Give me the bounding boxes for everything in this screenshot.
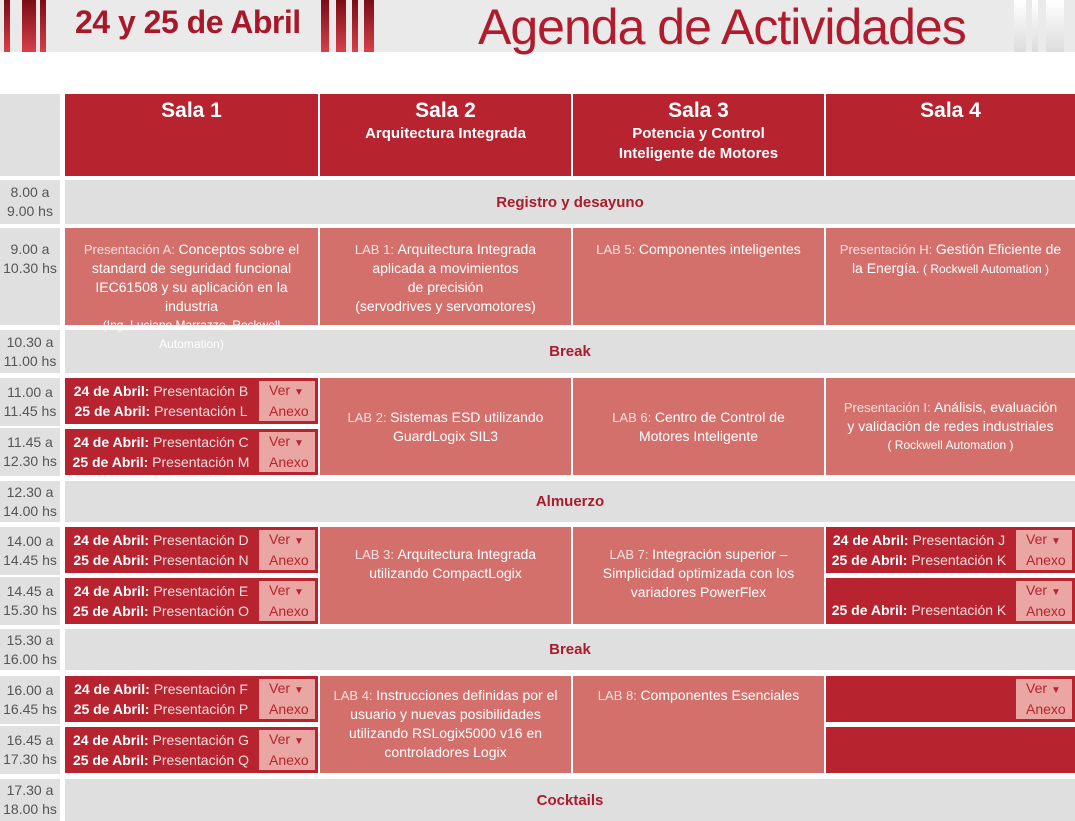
session-title: controladores Logix — [384, 744, 507, 760]
session-title: IEC61508 y su aplicación en la industria — [95, 279, 288, 314]
presentation-text — [65, 378, 257, 424]
anexo-label: Anexo — [1026, 701, 1066, 717]
presentation-block[interactable] — [65, 676, 318, 722]
chevron-down-icon: ▼ — [294, 736, 304, 747]
session-prefix: Presentación A: — [83, 242, 179, 257]
time-end: 15.30 hs — [3, 602, 57, 618]
session-title: (servodrives y servomotores) — [355, 298, 536, 314]
presentation-text — [65, 727, 257, 773]
session-title: la Energía. — [851, 260, 920, 276]
time-end: 12.30 hs — [3, 453, 57, 469]
page-title: Agenda de Actividades — [478, 0, 966, 55]
date-label: 24 de Abril: — [73, 532, 150, 548]
presentation-text — [65, 578, 257, 624]
column-header-sala-4 — [826, 94, 1075, 176]
corner-cell — [0, 94, 60, 176]
time-end: 14.00 hs — [3, 502, 57, 519]
decor-stripe — [1046, 0, 1064, 52]
anexo-label: Anexo — [269, 403, 309, 419]
chevron-down-icon: ▼ — [1051, 587, 1061, 598]
date-label: 25 de Abril: — [73, 701, 150, 717]
ver-label: Ver — [1026, 680, 1048, 696]
session-prefix: LAB 5: — [596, 242, 639, 257]
presentation-name: Presentación N — [149, 552, 249, 568]
ver-anexo-button[interactable] — [259, 530, 315, 570]
ver-anexo-button[interactable] — [1016, 679, 1072, 719]
anexo-label: Anexo — [269, 701, 309, 717]
session-prefix: LAB 3: — [354, 547, 398, 562]
session-title: Instrucciones definidas por el — [376, 687, 558, 703]
ver-label: Ver — [269, 680, 291, 696]
band-almuerzo: Almuerzo — [65, 481, 1075, 522]
session-presentacion-h[interactable] — [826, 228, 1075, 325]
session-prefix: LAB 8: — [597, 688, 641, 703]
time-start: 11.00 a — [7, 384, 53, 400]
chevron-down-icon: ▼ — [1051, 685, 1061, 696]
ver-label: Ver — [269, 433, 291, 449]
time-slot — [0, 527, 60, 575]
session-title: Sistemas ESD utilizando — [390, 408, 544, 425]
column-title: Sala 1 — [161, 99, 222, 122]
session-prefix: LAB 4: — [333, 688, 377, 703]
session-prefix: Presentación H: — [839, 242, 936, 257]
decor-stripe — [4, 0, 10, 52]
ver-label: Ver — [269, 382, 291, 398]
presentation-name: Presentación E — [149, 583, 249, 599]
presentation-name: Presentación L — [150, 403, 248, 419]
decor-stripe — [22, 0, 36, 52]
decor-stripe — [352, 0, 358, 52]
chevron-down-icon: ▼ — [294, 685, 304, 696]
presentation-text — [65, 429, 257, 475]
presentation-block-empty — [826, 727, 1075, 773]
time-slot — [0, 629, 60, 670]
decor-stripe — [40, 0, 46, 52]
decor-stripe — [364, 0, 374, 52]
ver-anexo-button[interactable] — [259, 730, 315, 770]
session-prefix: LAB 1: — [354, 242, 398, 257]
date-label: 24 de Abril: — [74, 681, 150, 697]
presentation-name: Presentación M — [148, 454, 250, 470]
time-end: 18.00 hs — [3, 801, 57, 817]
presentation-block[interactable] — [65, 578, 318, 624]
date-label: 25 de Abril: — [831, 602, 908, 618]
presentation-text — [65, 527, 257, 573]
presentation-name: Presentación F — [149, 681, 248, 697]
presentation-text — [826, 527, 1012, 573]
session-lab-5[interactable] — [573, 228, 824, 325]
column-subtitle: Potencia y Control — [632, 125, 765, 142]
session-speaker: ( Rockwell Automation ) — [887, 438, 1014, 452]
time-start: 8.00 a — [10, 184, 50, 200]
session-title: Arquitectura Integrada — [397, 241, 537, 257]
presentation-name: Presentación G — [148, 732, 250, 748]
anexo-label: Anexo — [1026, 552, 1066, 568]
presentation-name: Presentación D — [149, 532, 249, 548]
anexo-label: Anexo — [269, 454, 309, 470]
decor-stripe — [1032, 0, 1038, 52]
session-title: Centro de Control de — [654, 408, 785, 425]
session-lab-4[interactable] — [320, 676, 571, 773]
session-title: Componentes Esenciales — [640, 687, 800, 703]
time-end: 17.30 hs — [3, 751, 57, 767]
time-end: 11.45 hs — [3, 403, 57, 419]
time-end: 14.45 hs — [3, 552, 57, 568]
time-slot — [0, 330, 60, 373]
session-title: utilizando RSLogix5000 v16 en — [348, 725, 543, 741]
column-header-sala-1 — [65, 94, 318, 176]
time-slot — [0, 779, 60, 821]
session-title: Gestión Eficiente de — [935, 241, 1062, 257]
ver-label: Ver — [269, 582, 291, 598]
column-subtitle: Inteligente de Motores — [618, 145, 779, 162]
time-slot — [0, 577, 60, 625]
ver-anexo-button[interactable] — [1016, 581, 1072, 621]
band-cocktails: Cocktails — [65, 779, 1075, 821]
session-prefix: LAB 7: — [609, 547, 653, 562]
band-registro: Registro y desayuno — [65, 180, 1075, 224]
time-end: 11.00 hs — [3, 352, 57, 369]
session-lab-1[interactable] — [320, 228, 571, 325]
ver-anexo-button[interactable] — [1016, 530, 1072, 570]
session-prefix: LAB 6: — [612, 409, 655, 425]
session-title: y validación de redes industriales — [847, 418, 1054, 434]
presentation-block[interactable] — [65, 727, 318, 773]
time-slot — [0, 428, 60, 476]
time-start: 10.30 a — [6, 333, 54, 350]
ver-label: Ver — [269, 531, 291, 547]
time-end: 16.45 hs — [3, 701, 57, 717]
presentation-block[interactable] — [65, 527, 318, 573]
session-title: utilizando CompactLogix — [369, 565, 522, 581]
session-lab-8[interactable] — [573, 676, 824, 773]
time-slot — [0, 676, 60, 724]
date-label: 24 de Abril: — [73, 434, 150, 450]
date-label: 25 de Abril: — [73, 552, 150, 568]
date-label: 25 de Abril: — [72, 454, 149, 470]
session-prefix: LAB 2: — [347, 409, 391, 425]
presentation-name: Presentación O — [148, 603, 250, 619]
session-title: aplicada a movimientos — [372, 260, 519, 276]
presentation-block[interactable] — [65, 378, 318, 424]
session-lab-7[interactable] — [573, 527, 824, 624]
time-start: 9.00 a — [10, 241, 50, 257]
time-slot — [0, 228, 60, 325]
time-end: 16.00 hs — [3, 650, 57, 667]
chevron-down-icon: ▼ — [1051, 536, 1061, 547]
date-label: 24 de Abril: — [832, 532, 909, 548]
session-title: GuardLogix SIL3 — [392, 427, 499, 444]
ver-anexo-button[interactable] — [259, 581, 315, 621]
time-slot — [0, 726, 60, 774]
time-start: 14.00 a — [6, 533, 54, 549]
anexo-label: Anexo — [269, 603, 309, 619]
decor-stripe — [1014, 0, 1026, 52]
session-title: usuario y nuevas posibilidades — [350, 706, 541, 722]
chevron-down-icon: ▼ — [294, 387, 304, 398]
ver-label: Ver — [269, 731, 291, 747]
ver-label: Ver — [1026, 582, 1048, 598]
session-lab-3[interactable] — [320, 527, 571, 624]
session-title: Análisis, evaluación — [934, 399, 1058, 415]
event-dates: 24 y 25 de Abril — [75, 4, 301, 40]
session-title: variadores PowerFlex — [630, 584, 767, 600]
date-label: 25 de Abril: — [72, 603, 149, 619]
presentation-block[interactable] — [65, 429, 318, 475]
date-label: 24 de Abril: — [72, 732, 149, 748]
chevron-down-icon: ▼ — [294, 587, 304, 598]
presentation-name: Presentación J — [908, 532, 1006, 548]
session-presentacion-i[interactable] — [826, 378, 1075, 475]
presentation-name: Presentación C — [149, 434, 249, 450]
date-label: 24 de Abril: — [73, 383, 150, 399]
column-header-sala-3 — [573, 94, 824, 176]
date-label: 25 de Abril: — [831, 552, 908, 568]
column-subtitle: Arquitectura Integrada — [365, 125, 526, 142]
time-start: 16.00 a — [6, 682, 54, 698]
session-title: Arquitectura Integrada — [397, 546, 537, 562]
column-header-sala-2 — [320, 94, 571, 176]
time-start: 11.45 a — [7, 434, 53, 450]
time-slot — [0, 481, 60, 522]
date-label: 25 de Abril: — [74, 403, 151, 419]
time-end: 10.30 hs — [3, 260, 57, 276]
page-header — [0, 0, 1075, 58]
time-start: 16.45 a — [6, 732, 54, 748]
ver-anexo-button[interactable] — [259, 679, 315, 719]
time-slot — [0, 378, 60, 426]
anexo-label: Anexo — [269, 752, 309, 768]
presentation-block[interactable] — [826, 578, 1075, 624]
decor-stripe — [336, 0, 346, 52]
time-start: 17.30 a — [6, 782, 54, 798]
anexo-label: Anexo — [1026, 603, 1066, 619]
ver-anexo-button[interactable] — [259, 432, 315, 472]
band-break: Break — [65, 330, 1075, 373]
time-start: 14.45 a — [6, 583, 54, 599]
time-start: 15.30 a — [6, 631, 54, 648]
chevron-down-icon: ▼ — [294, 536, 304, 547]
date-label: 25 de Abril: — [72, 752, 149, 768]
decor-stripe — [321, 0, 329, 52]
column-title: Sala 3 — [668, 99, 729, 122]
presentation-name: Presentación P — [149, 701, 249, 717]
time-end: 9.00 hs — [7, 203, 53, 219]
chevron-down-icon: ▼ — [294, 438, 304, 449]
session-lab-2[interactable] — [320, 378, 571, 475]
column-title: Sala 2 — [415, 99, 476, 122]
session-speaker: (Ing. Luciano Marrazzo, Rockwell Automation) — [102, 318, 281, 351]
presentation-name: Presentación Q — [148, 752, 250, 768]
session-lab-6[interactable] — [573, 378, 824, 475]
presentation-name: Presentación K — [907, 602, 1007, 618]
session-title: Motores Inteligente — [638, 427, 759, 444]
band-break: Break — [65, 629, 1075, 670]
session-title: Componentes inteligentes — [638, 241, 801, 257]
presentation-block[interactable] — [826, 527, 1075, 573]
session-title: Integración superior – — [652, 546, 788, 562]
presentation-text — [65, 676, 257, 722]
session-speaker: ( Rockwell Automation ) — [919, 262, 1050, 276]
presentation-text — [826, 578, 1012, 624]
session-title: Simplicidad optimizada con los — [602, 565, 795, 581]
time-start: 12.30 a — [6, 483, 54, 500]
time-slot — [0, 180, 60, 224]
session-title: Conceptos sobre el — [178, 241, 300, 257]
ver-label: Ver — [1026, 531, 1048, 547]
presentation-block-empty[interactable] — [826, 676, 1075, 722]
session-prefix: Presentación I: — [843, 400, 935, 415]
anexo-label: Anexo — [269, 552, 309, 568]
date-label: 24 de Abril: — [73, 583, 150, 599]
session-title: de precisión — [407, 279, 484, 295]
column-title: Sala 4 — [920, 99, 981, 122]
session-presentacion-a[interactable] — [65, 228, 318, 351]
session-title: standard de seguridad funcional — [91, 260, 292, 276]
ver-anexo-button[interactable] — [259, 381, 315, 421]
presentation-name: Presentación B — [149, 383, 249, 399]
presentation-name: Presentación K — [907, 552, 1007, 568]
